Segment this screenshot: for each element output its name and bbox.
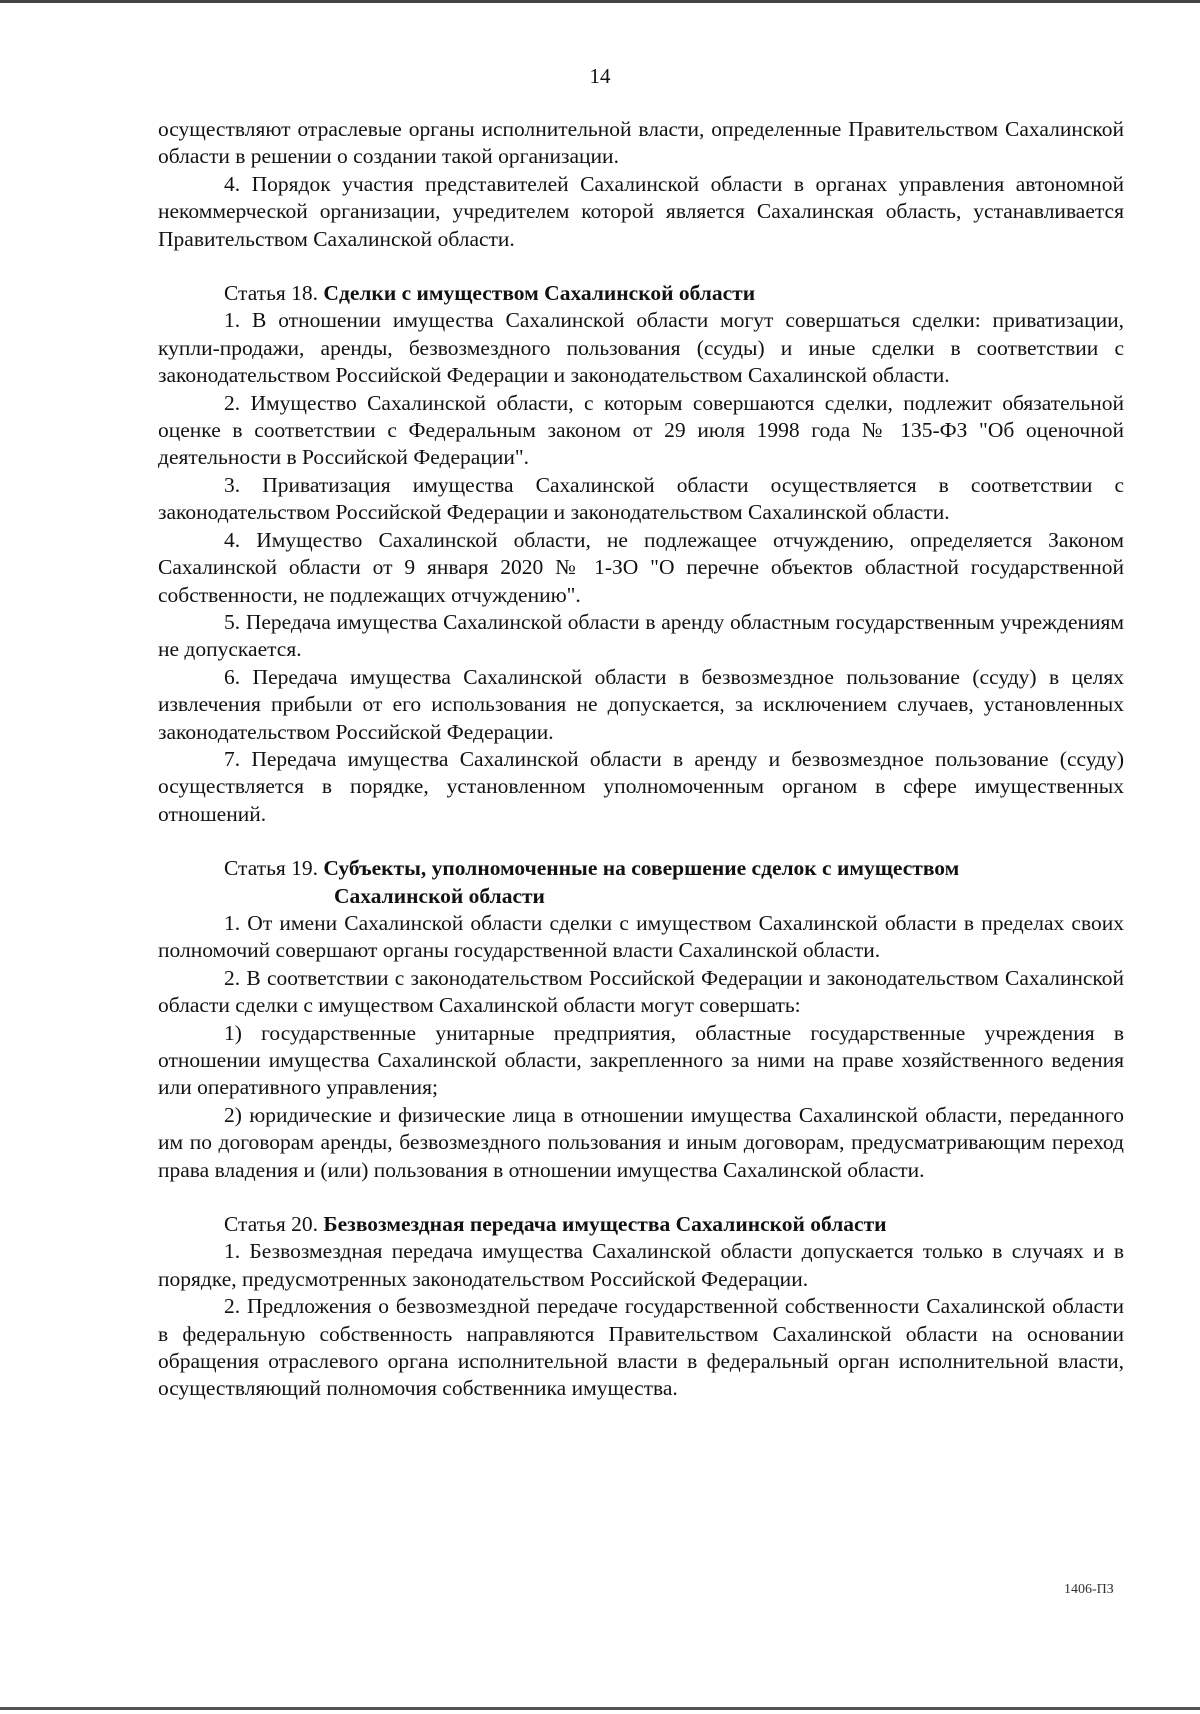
article-title: Сделки с имуществом Сахалинской области bbox=[323, 281, 756, 306]
paragraph-item: 2. Имущество Сахалинской области, с которым совершаются сделки, подлежит обязательной оценке в соответствии с Федеральным законом от 29 июля 1998 года № 135-ФЗ "Об оценочной деятельности в Российской Федерации". bbox=[158, 390, 1124, 470]
scan-edge-top bbox=[0, 0, 1200, 3]
article-number: Статья 20. bbox=[224, 1212, 324, 1237]
document-code: 1406-ПЗ bbox=[1064, 1582, 1114, 1597]
paragraph-item: 1. От имени Сахалинской области сделки с имуществом Сахалинской области в пределах своих полномочий совершают органы государственной власти Сахалинской области. bbox=[158, 910, 1124, 963]
paragraph-item: 1. Безвозмездная передача имущества Сахалинской области допускается только в случаях и в порядке, предусмотренных законодательством Российской Федерации. bbox=[158, 1239, 1124, 1291]
document-body bbox=[158, 116, 1124, 1403]
paragraph-subitem: 1) государственные унитарные предприятия, областные государственные учреждения в отношении имущества Сахалинской области, закрепленного за ними на праве хозяйственного ведения или оперативного управления; bbox=[158, 1020, 1124, 1100]
article-number: Статья 18. bbox=[224, 281, 324, 306]
paragraph-item: 7. Передача имущества Сахалинской области в аренду и безвозмездное пользование (ссуду) осуществляется в порядке, установленном уполномоченным органом в сфере имущественных отношений. bbox=[158, 746, 1124, 826]
article-heading bbox=[158, 855, 1124, 910]
article-heading bbox=[158, 280, 1124, 307]
article-title: Субъекты, уполномоченные на совершение сделок с имуществом bbox=[323, 856, 960, 881]
paragraph-item: 2. Предложения о безвозмездной передаче государственной собственности Сахалинской области в федеральную собственность направляются Правительством Сахалинской области на основании обращения отраслевого органа исполнительной власти в федеральный орган исполнительной власти, осуществляющий полномочия собственника имущества. bbox=[158, 1294, 1124, 1401]
paragraph-continuation: осуществляют отраслевые органы исполнительной власти, определенные Правительством Сахалинской области в решении о создании такой организации. bbox=[158, 117, 1124, 169]
page-number: 14 bbox=[589, 64, 611, 88]
paragraph-item: 1. В отношении имущества Сахалинской области могут совершаться сделки: приватизации, купли-продажи, аренды, безвозмездного пользования (ссуды) и иные сделки в соответствии с законодательством Российской Федерации и законодательством Сахалинской области. bbox=[158, 308, 1124, 388]
article-number: Статья 19. bbox=[224, 856, 324, 881]
paragraph-item: 6. Передача имущества Сахалинской области в безвозмездное пользование (ссуду) в целях извлечения прибыли от его использования не допускается, за исключением случаев, установленных законодательством Российской Федерации. bbox=[158, 664, 1124, 744]
paragraph-item: 3. Приватизация имущества Сахалинской области осуществляется в соответствии с законодательством Российской Федерации и законодательством Сахалинской области. bbox=[158, 472, 1124, 525]
paragraph-item: 4. Порядок участия представителей Сахалинской области в органах управления автономной некоммерческой организации, учредителем которой является Сахалинская область, устанавливается Правительством Сахалинской области. bbox=[158, 171, 1124, 251]
paragraph-subitem: 2) юридические и физические лица в отношении имущества Сахалинской области, переданного им по договорам аренды, безвозмездного пользования и иным договорам, предусматривающим переход права владения и (или) пользования в отношении имущества Сахалинской области. bbox=[158, 1102, 1124, 1182]
paragraph-item: 4. Имущество Сахалинской области, не подлежащее отчуждению, определяется Законом Сахалинской области от 9 января 2020 № 1-ЗО "О перечне объектов областной государственной собственности, не подлежащих отчуждению". bbox=[158, 527, 1124, 607]
article-heading bbox=[158, 1211, 1124, 1238]
scan-edge-bottom bbox=[0, 1707, 1200, 1710]
paragraph-item: 5. Передача имущества Сахалинской области в аренду областным государственным учреждениям не допускается. bbox=[158, 609, 1124, 662]
article-title: Безвозмездная передача имущества Сахалинской области bbox=[323, 1212, 887, 1237]
paragraph-item: 2. В соответствии с законодательством Российской Федерации и законодательством Сахалинской области сделки с имуществом Сахалинской области могут совершать: bbox=[158, 965, 1124, 1018]
article-title-line2: Сахалинской области bbox=[334, 883, 545, 908]
